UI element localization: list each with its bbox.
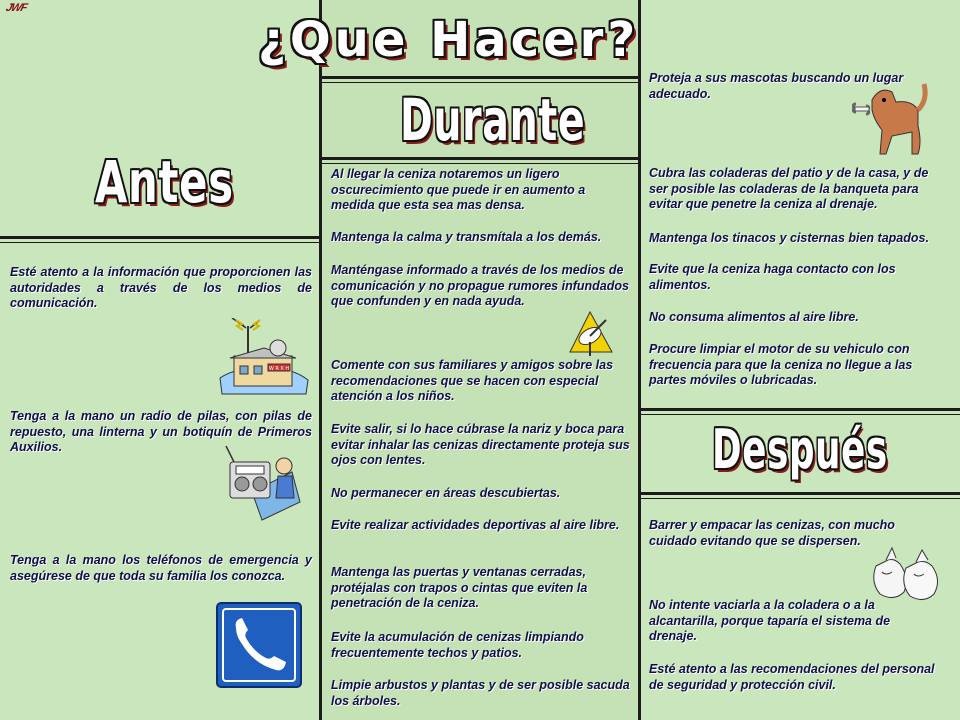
durante-cont-item-3: Mantenga los tinacos y cisternas bien tapados. [649,231,929,245]
radio-sign-text: W R X H [268,366,290,372]
antes-item-1: Esté atento a la información que proporcionen las autoridades a través de los medios de comunicación. [10,265,312,310]
radio-station-icon [218,318,310,396]
antes-item-3: Tenga a la mano los teléfonos de emergencia y asegúrese de que toda su familia los conozca. [10,553,312,583]
dog-icon [852,80,932,158]
durante-cont-item-6: Procure limpiar el motor de su vehiculo con frecuencia para que la ceniza no llegue a las partes móviles o lubricadas. [649,342,913,387]
column-divider-right [638,0,641,720]
durante-heading-rule [322,157,638,160]
trash-bags-icon [866,542,944,604]
durante-top-rule-thin [322,82,638,83]
heading-durante: Durante [400,86,586,154]
durante-item-5: Evite salir, si lo hace cúbrase la nariz y boca para evitar inhalar las cenizas directamente proteja sus ojos con lentes. [331,422,630,467]
despues-item-3: Esté atento a las recomendaciones del personal de seguridad y protección civil. [649,662,935,692]
battery-radio-icon [222,442,302,522]
durante-cont-item-5: No consuma alimentos al aire libre. [649,310,859,324]
despues-item-2: No intente vaciarla a la coladera o a la alcantarilla, porque taparía el sistema de drenaje. [649,598,891,643]
despues-top-rule [641,408,960,411]
durante-item-4: Comente con sus familiares y amigos sobre las recomendaciones que se hacen con especial atención a los niños. [331,358,614,403]
durante-top-rule [322,76,638,79]
column-divider-left [319,0,322,720]
despues-heading-rule-thin [641,498,960,499]
despues-top-rule-thin [641,414,960,415]
durante-item-1: Al llegar la ceniza notaremos un ligero oscurecimiento que puede ir en aumento a medida que esta sea mas densa. [331,167,586,212]
page-title: ¿Que Hacer? [258,12,640,68]
phone-sign-icon [216,602,302,688]
durante-item-6: No permanecer en áreas descubiertas. [331,486,561,500]
antes-heading-rule-thin [0,242,320,243]
durante-item-2: Mantenga la calma y transmítala a los demás. [331,230,602,244]
antes-heading-rule [0,236,320,239]
durante-item-3: Manténgase informado a través de los medios de comunicación y no propague rumores infundados que confunden y en nada ayuda. [331,263,629,308]
despues-heading-rule [641,492,960,495]
durante-item-7: Evite realizar actividades deportivas al aire libre. [331,518,620,532]
durante-cont-item-1: Proteja a sus mascotas buscando un lugar adecuado. [649,71,904,101]
heading-antes: Antes [95,148,234,216]
durante-item-9: Evite la acumulación de cenizas limpiando frecuentemente techos y patios. [331,630,584,660]
logo: JWF [4,2,28,14]
durante-heading-rule-thin [322,163,638,164]
antes-item-2: Tenga a la mano un radio de pilas, con pilas de repuesto, una linterna y un botiquín de Primeros Auxilios. [10,409,312,454]
durante-item-8: Mantenga las puertas y ventanas cerradas, protéjalas con trapos o cintas que eviten la penetración de la ceniza. [331,565,588,610]
durante-cont-item-4: Evite que la ceniza haga contacto con los alimentos. [649,262,896,292]
despues-item-1: Barrer y empacar las cenizas, con mucho cuidado evitando que se dispersen. [649,518,895,548]
durante-cont-item-2: Cubra las coladeras del patio y de la casa, y de ser posible las coladeras de la banqueta para evitar que penetre la ceniza al drenaje. [649,166,929,211]
durante-item-10: Limpie arbustos y plantas y de ser posible sacuda los árboles. [331,678,630,708]
satellite-dish-icon [566,308,618,360]
heading-despues: Después [712,418,888,481]
